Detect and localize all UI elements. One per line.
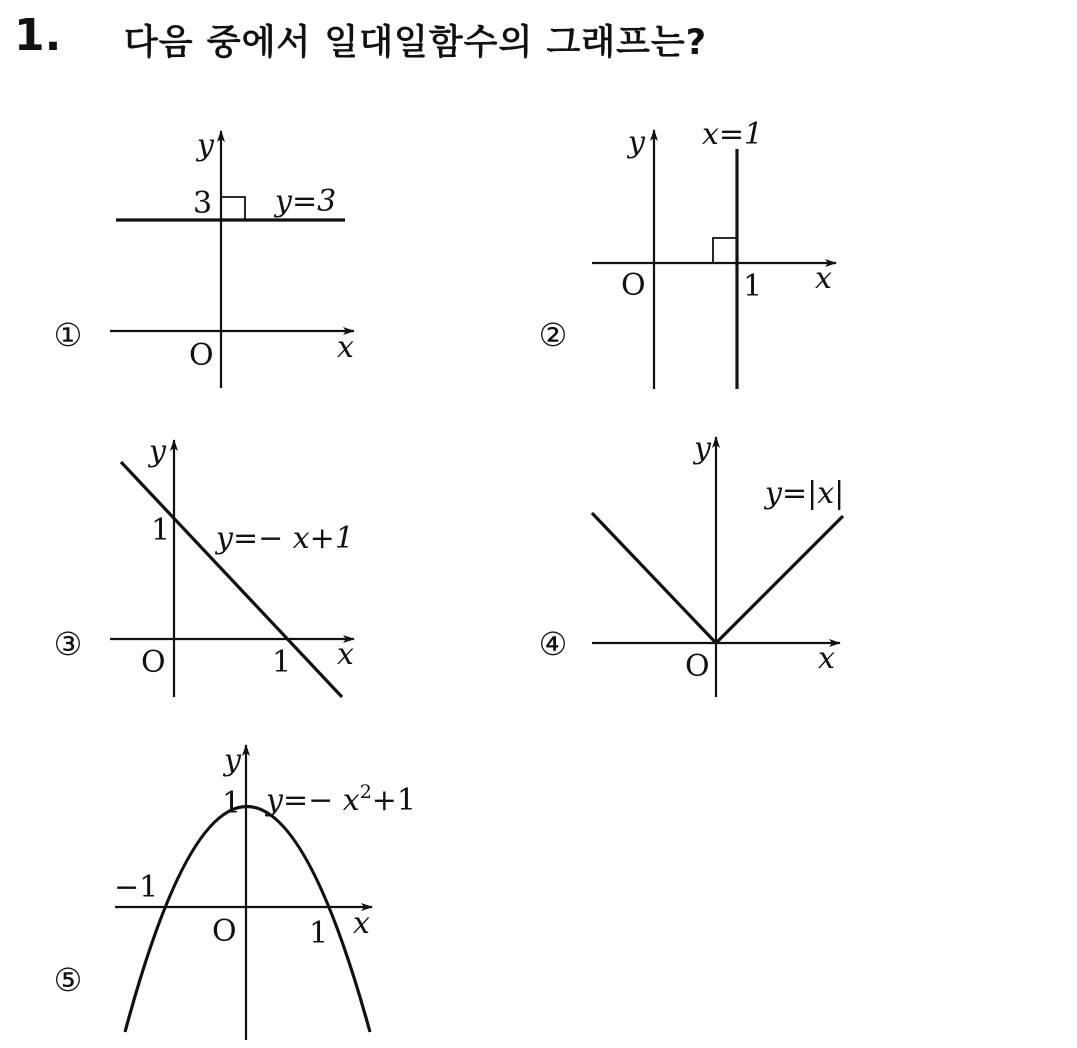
graph-5-equation (264, 781, 416, 818)
graph-3-origin-label: O (141, 645, 166, 680)
graph-3-y-label: y (149, 434, 166, 469)
question-number: 1. (14, 10, 62, 61)
graph-1-x-label: x (337, 330, 354, 365)
choice-1-marker[interactable]: ① (53, 316, 83, 354)
choice-4-marker[interactable]: ④ (538, 625, 568, 663)
graph-5-neg-x-intercept-label: −1 (114, 870, 159, 905)
graph-5-equation-tail: +1 (371, 783, 417, 818)
graph-4-y-label: y (694, 431, 711, 466)
graph-2-y-label: y (628, 125, 645, 160)
graph-5-curve (125, 807, 370, 1033)
choice-5-marker[interactable]: ⑤ (53, 961, 83, 999)
graph-2-right-angle-mark (713, 238, 737, 263)
graph-2-x-label: x (815, 261, 832, 296)
graph-1-y-label: y (197, 128, 214, 163)
graph-5-origin-label: O (212, 914, 237, 949)
graph-4 (592, 431, 844, 697)
graph-1 (110, 128, 354, 388)
graph-1-origin-label: O (189, 338, 214, 373)
graph-5-x-label: x (353, 906, 370, 941)
graph-5-y-label: y (224, 743, 241, 778)
graph-4-equation: y=|x| (765, 476, 845, 511)
graph-4-x-label: x (818, 641, 835, 676)
graph-5-y-intercept-label: 1 (222, 786, 242, 821)
graph-2 (592, 117, 836, 389)
graph-5 (114, 743, 416, 1040)
choice-2-marker[interactable]: ② (538, 316, 568, 354)
graph-5-equation-exponent: 2 (359, 781, 372, 803)
graph-2-intercept-label: 1 (743, 269, 763, 304)
choice-3-marker[interactable]: ③ (53, 625, 83, 663)
graph-1-right-angle-mark (221, 197, 245, 220)
graph-1-equation: y=3 (275, 184, 337, 219)
graph-3-x-label: x (337, 637, 354, 672)
graph-2-equation: x=1 (702, 117, 764, 152)
graph-4-line (592, 513, 843, 643)
graph-3-x-intercept-label: 1 (272, 645, 292, 680)
graph-3-equation: y=− x+1 (216, 521, 354, 556)
graph-2-origin-label: O (621, 268, 646, 303)
graph-5-equation-base: y=− x (266, 783, 360, 818)
graph-3-y-intercept-label: 1 (151, 513, 171, 548)
graph-5-pos-x-intercept-label: 1 (309, 916, 329, 951)
graph-1-intercept-label: 3 (193, 186, 213, 221)
graph-3 (110, 434, 354, 697)
question-text: 다음 중에서 일대일함수의 그래프는? (124, 23, 708, 63)
graph-4-origin-label: O (685, 649, 710, 684)
